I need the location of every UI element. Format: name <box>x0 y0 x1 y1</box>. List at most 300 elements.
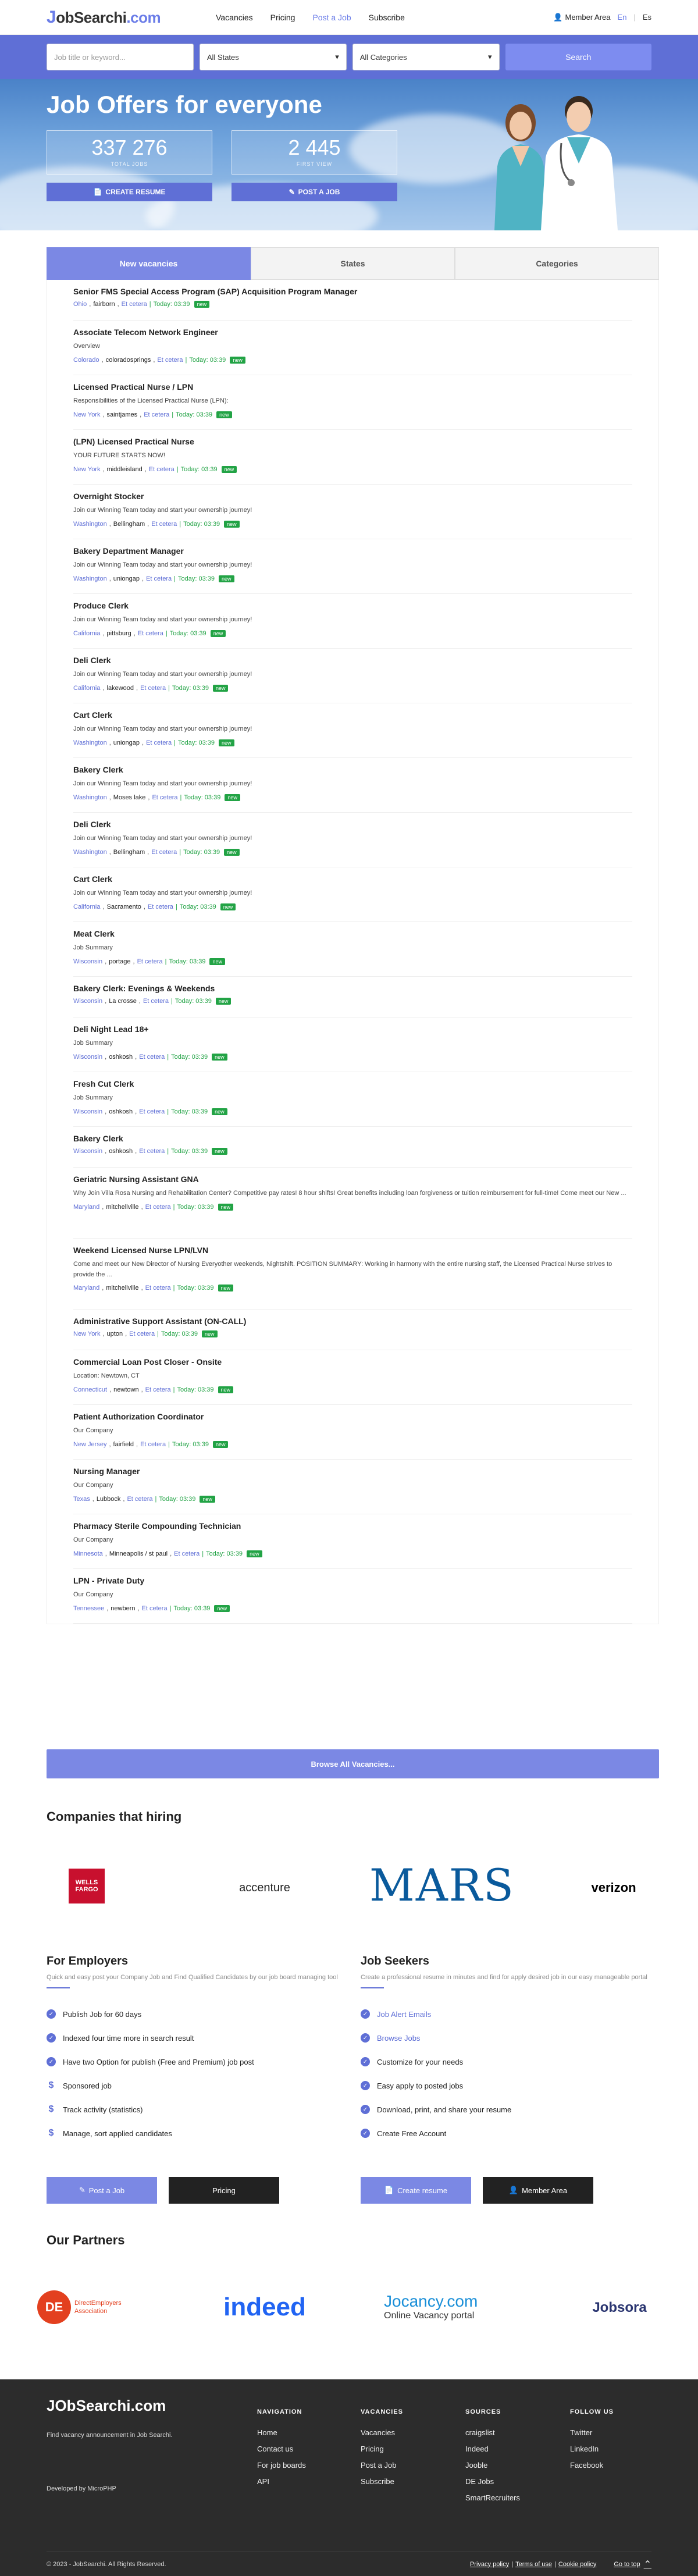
footer-link[interactable]: Twitter <box>570 2428 593 2437</box>
job-city-link[interactable]: oshkosh <box>109 1053 133 1061</box>
job-item <box>73 280 632 321</box>
job-city-link[interactable]: oshkosh <box>109 1148 133 1155</box>
companies-title: Companies that hiring <box>47 1809 182 1824</box>
meta-separator: | <box>179 520 181 528</box>
footer-link[interactable]: LinkedIn <box>570 2445 599 2453</box>
job-posted-time: Today: 03:39 <box>153 301 190 308</box>
job-item <box>73 1310 632 1350</box>
seeker-feature-label: Browse Jobs <box>377 2033 421 2043</box>
meta-separator: | <box>155 1495 157 1503</box>
new-badge: new <box>220 903 236 910</box>
job-description: Location: Newtown, CT <box>73 1372 140 1379</box>
job-item <box>73 1239 632 1310</box>
member-area-link[interactable] <box>553 13 610 22</box>
job-city-link[interactable]: oshkosh <box>109 1108 133 1115</box>
meta-separator: | <box>149 301 151 308</box>
meta-separator: | <box>179 848 181 856</box>
directemployers-logo <box>37 2289 148 2325</box>
meta-separator: | <box>172 411 174 418</box>
browse-all-button[interactable]: Browse All Vacancies... <box>47 1749 659 1778</box>
categories-select[interactable] <box>352 44 500 70</box>
job-etcetera-link[interactable]: Et cetera <box>146 739 172 746</box>
job-city-link[interactable]: mitchellville <box>106 1203 139 1211</box>
check-icon: ✓ <box>361 2129 370 2138</box>
job-title-link[interactable]: Deli Clerk <box>73 820 111 829</box>
job-city-link[interactable]: portage <box>109 958 131 965</box>
dollar-icon: $ <box>48 2104 54 2114</box>
nav-subscribe[interactable]: Subscribe <box>368 12 405 22</box>
job-etcetera-link[interactable]: Et cetera <box>144 411 170 418</box>
new-badge: new <box>216 998 232 1005</box>
new-badge: new <box>212 1054 227 1061</box>
job-meta: California , Sacramento , Et cetera | Today: 03:39 new <box>73 903 632 910</box>
job-state-link[interactable]: New York <box>73 411 101 418</box>
job-title-link[interactable]: Produce Clerk <box>73 601 129 610</box>
job-item <box>73 1569 632 1624</box>
job-title-link[interactable]: Commercial Loan Post Closer - Onsite <box>73 1357 222 1367</box>
footer-link[interactable]: Vacancies <box>361 2428 396 2437</box>
job-state-link[interactable]: New York <box>73 465 101 473</box>
go-to-top-link[interactable] <box>614 2559 651 2570</box>
job-etcetera-link[interactable]: Et cetera <box>139 1148 165 1155</box>
job-state-link[interactable]: Texas <box>73 1495 90 1503</box>
job-description: Join our Winning Team today and start your ownership journey! <box>73 507 252 514</box>
job-city-link[interactable]: fairfield <box>113 1440 134 1448</box>
footer-link[interactable]: Jooble <box>465 2461 488 2470</box>
footer-link[interactable]: API <box>257 2477 269 2486</box>
job-posted-time: Today: 03:39 <box>174 998 212 1005</box>
footer-link[interactable]: Home <box>257 2428 277 2437</box>
site-footer <box>0 2379 698 2576</box>
employer-feature-label: Track activity (statistics) <box>63 2105 143 2114</box>
nav-pricing[interactable]: Pricing <box>270 12 295 22</box>
job-etcetera-link[interactable]: Et cetera <box>141 1604 168 1612</box>
job-etcetera-link[interactable]: Et cetera <box>151 848 177 856</box>
job-state-link[interactable]: Ohio <box>73 301 87 308</box>
new-badge: new <box>214 1605 230 1612</box>
job-title-link[interactable]: Fresh Cut Clerk <box>73 1079 134 1088</box>
employer-pricing-button[interactable]: Pricing <box>169 2177 279 2204</box>
job-description: Job Summary <box>73 944 113 951</box>
job-title-link[interactable]: Cart Clerk <box>73 874 112 884</box>
job-city-link[interactable]: middleisland <box>106 465 143 473</box>
check-icon: ✓ <box>361 2033 370 2043</box>
meta-separator: | <box>165 958 167 965</box>
job-title-link[interactable]: Bakery Clerk: Evenings & Weekends <box>73 984 215 993</box>
create-resume-cta-button[interactable] <box>361 2177 471 2204</box>
job-description: Come and meet our New Director of Nursing Everyother weekends, Nightshift. POSITION SUMMARY: Working in harmony with the entire nursing staff, the Licensed Practical Nurse strives to provide the ... <box>73 1261 612 1278</box>
job-state-link[interactable]: Wisconsin <box>73 1148 103 1155</box>
job-state-link[interactable]: Wisconsin <box>73 1108 103 1115</box>
create-resume-button[interactable] <box>47 183 212 201</box>
job-state-link[interactable]: Washington <box>73 794 107 801</box>
keyword-input[interactable]: Job title or keyword... <box>47 44 194 70</box>
logo-j: J <box>47 7 56 27</box>
job-title-link[interactable]: (LPN) Licensed Practical Nurse <box>73 437 194 446</box>
footer-col-vacancies <box>361 2408 403 2493</box>
job-posted-time: Today: 03:39 <box>171 1053 208 1061</box>
job-state-link[interactable]: Maryland <box>73 1203 100 1211</box>
mars-logo: MARS <box>369 1859 515 1911</box>
job-etcetera-link[interactable]: Et cetera <box>152 794 178 801</box>
job-etcetera-link[interactable]: Et cetera <box>145 1203 171 1211</box>
seeker-feature <box>361 2098 657 2122</box>
jocancy-logo <box>384 2290 500 2323</box>
meta-separator: | <box>168 684 170 692</box>
job-description: Our Company <box>73 1482 113 1489</box>
job-item <box>73 1514 632 1569</box>
employer-feature-label: Have two Option for publish (Free and Premium) job post <box>63 2057 254 2066</box>
job-item <box>73 1460 632 1514</box>
accenture-logo: accenture <box>239 1881 290 1894</box>
job-title-link[interactable]: Administrative Support Assistant (ON-CALL) <box>73 1317 247 1326</box>
job-item <box>73 649 632 703</box>
job-description: Overview <box>73 343 100 350</box>
job-title-link[interactable]: Patient Authorization Coordinator <box>73 1412 204 1421</box>
job-city-link[interactable]: uniongap <box>113 575 140 582</box>
meta-separator: | <box>167 1053 169 1061</box>
job-posted-time: Today: 03:39 <box>176 411 213 418</box>
seeker-feature-label: Customize for your needs <box>377 2057 464 2066</box>
job-posted-time: Today: 03:39 <box>184 794 221 801</box>
hero-title: Job Offers for everyone <box>47 91 322 118</box>
job-title-link[interactable]: Bakery Department Manager <box>73 546 184 556</box>
job-etcetera-link[interactable]: Et cetera <box>157 356 183 364</box>
job-state-link[interactable]: Wisconsin <box>73 998 103 1005</box>
job-city-link[interactable]: saintjames <box>106 411 138 418</box>
job-title-link[interactable]: Licensed Practical Nurse / LPN <box>73 382 194 392</box>
footer-link[interactable]: SmartRecruiters <box>465 2493 520 2502</box>
job-meta: Washington , Bellingham , Et cetera | Today: 03:39 new <box>73 849 632 856</box>
seeker-feature <box>361 2050 657 2074</box>
job-etcetera-link[interactable]: Et cetera <box>143 998 169 1005</box>
job-posted-time: Today: 03:39 <box>159 1495 196 1503</box>
divider <box>361 1987 384 1988</box>
job-posted-time: Today: 03:39 <box>169 958 206 965</box>
meta-separator: | <box>175 903 177 910</box>
first-view-stat <box>232 130 397 175</box>
footer-link[interactable]: Subscribe <box>361 2477 394 2486</box>
logo-text: obSearchi <box>56 8 127 26</box>
job-etcetera-link[interactable]: Et cetera <box>147 903 173 910</box>
footer-col-navigation <box>257 2408 306 2493</box>
new-badge: new <box>216 411 232 418</box>
meta-separator: | <box>180 794 182 801</box>
job-description: Join our Winning Team today and start your ownership journey! <box>73 835 252 842</box>
job-item <box>73 758 632 813</box>
job-city-link[interactable]: upton <box>106 1330 123 1337</box>
job-description: Join our Winning Team today and start your ownership journey! <box>73 780 252 787</box>
new-badge: new <box>211 630 226 637</box>
job-city-link[interactable]: pittsburg <box>106 629 131 637</box>
job-item <box>73 1168 632 1239</box>
tab-new-vacancies[interactable]: New vacancies <box>47 247 251 280</box>
footer-link-separator: | <box>511 2560 514 2568</box>
tab-states[interactable]: States <box>251 247 455 280</box>
footer-link[interactable]: Pricing <box>361 2445 384 2453</box>
job-etcetera-link[interactable]: Et cetera <box>139 1108 165 1115</box>
job-city-link[interactable]: Bellingham <box>113 848 145 856</box>
job-city-link[interactable]: mitchellville <box>106 1285 139 1292</box>
job-title-link[interactable]: Deli Night Lead 18+ <box>73 1024 149 1034</box>
employer-feature <box>47 2026 343 2050</box>
job-meta: California , lakewood , Et cetera | Today: 03:39 new <box>73 685 632 692</box>
job-title-link[interactable]: Pharmacy Sterile Compounding Technician <box>73 1521 241 1531</box>
job-item <box>73 539 632 594</box>
search-button[interactable]: Search <box>505 44 651 70</box>
job-state-link[interactable]: New Jersey <box>73 1440 107 1448</box>
document-icon: 📄 <box>93 188 102 196</box>
job-posted-time: Today: 03:39 <box>179 903 216 910</box>
job-title-link[interactable]: LPN - Private Duty <box>73 1576 145 1585</box>
job-state-link[interactable]: Washington <box>73 848 107 856</box>
job-item <box>73 375 632 430</box>
job-state-link[interactable]: New York <box>73 1330 101 1337</box>
job-state-link[interactable]: Connecticut <box>73 1386 108 1393</box>
first-view-label: FIRST VIEW <box>296 161 333 167</box>
job-state-link[interactable]: California <box>73 629 101 637</box>
wells-fargo-logo-line1: WELLS <box>75 1879 98 1886</box>
job-title-link[interactable]: Nursing Manager <box>73 1467 140 1476</box>
footer-link[interactable]: Facebook <box>570 2461 604 2470</box>
new-badge: new <box>225 794 240 801</box>
new-badge: new <box>219 575 234 582</box>
check-icon: ✓ <box>361 2057 370 2066</box>
job-city-link[interactable]: newbern <box>111 1604 136 1612</box>
job-state-link[interactable]: Wisconsin <box>73 1053 103 1061</box>
employer-feature <box>47 2050 343 2074</box>
employers-section <box>47 1955 343 2146</box>
job-description: Job Summary <box>73 1094 113 1101</box>
footer-col-sources <box>465 2408 520 2510</box>
create-resume-label: CREATE RESUME <box>105 188 166 196</box>
employer-feature <box>47 2074 343 2098</box>
footer-link[interactable]: Indeed <box>465 2445 489 2453</box>
wells-fargo-logo-line2: FARGO <box>75 1886 98 1893</box>
job-state-link[interactable]: Minnesota <box>73 1550 103 1557</box>
job-etcetera-link[interactable]: Et cetera <box>140 684 166 692</box>
job-posted-time: Today: 03:39 <box>177 575 215 582</box>
job-state-link[interactable]: Colorado <box>73 356 99 364</box>
footer-link[interactable]: For job boards <box>257 2461 306 2470</box>
vacancy-tabs <box>47 247 659 280</box>
footer-link[interactable]: Contact us <box>257 2445 294 2453</box>
seeker-feature-link[interactable] <box>361 2026 657 2050</box>
job-etcetera-link[interactable]: Et cetera <box>121 301 147 308</box>
meta-separator: | <box>157 1330 159 1337</box>
meta-separator: | <box>173 1285 175 1292</box>
job-etcetera-link[interactable]: Et cetera <box>146 575 172 582</box>
job-city-link[interactable]: Moses lake <box>113 794 146 801</box>
chevron-down-icon: ▾ <box>488 52 492 61</box>
tab-categories[interactable]: Categories <box>455 247 659 280</box>
seekers-subtitle: Create a professional resume in minutes and find for apply desired job in our easy manageable portal <box>361 1974 647 1981</box>
new-badge: new <box>213 1441 229 1448</box>
new-badge: new <box>218 1204 234 1211</box>
footer-bottom-bar <box>47 2552 651 2576</box>
job-title-link[interactable]: Associate Telecom Network Engineer <box>73 328 218 337</box>
job-description: YOUR FUTURE STARTS NOW! <box>73 452 165 459</box>
job-etcetera-link[interactable]: Et cetera <box>145 1285 171 1292</box>
job-title-link[interactable]: Meat Clerk <box>73 929 115 938</box>
lang-es[interactable]: Es <box>642 13 651 22</box>
job-title-link[interactable]: Cart Clerk <box>73 710 112 720</box>
job-meta: Minnesota , Minneapolis / st paul , Et cetera | Today: 03:39 new <box>73 1550 632 1557</box>
new-badge: new <box>202 1330 218 1337</box>
check-icon: ✓ <box>361 2105 370 2114</box>
nav-post-job[interactable]: Post a Job <box>312 12 351 22</box>
job-etcetera-link[interactable]: Et cetera <box>129 1330 155 1337</box>
job-state-link[interactable]: California <box>73 684 101 692</box>
meta-separator: | <box>174 575 176 582</box>
job-etcetera-link[interactable]: Et cetera <box>127 1495 153 1503</box>
job-state-link[interactable]: California <box>73 903 101 910</box>
main-nav <box>216 13 405 22</box>
post-job-button[interactable] <box>232 183 397 201</box>
job-state-link[interactable]: Tennessee <box>73 1604 105 1612</box>
job-etcetera-link[interactable]: Et cetera <box>151 520 177 528</box>
job-city-link[interactable]: Lubbock <box>96 1495 121 1503</box>
total-jobs-label: TOTAL JOBS <box>111 161 148 167</box>
job-state-link[interactable]: Wisconsin <box>73 958 103 965</box>
job-state-link[interactable]: Washington <box>73 739 107 746</box>
privacy-policy-link[interactable]: Privacy policy <box>469 2560 510 2568</box>
job-meta: Ohio , fairborn , Et cetera | Today: 03:39 new <box>73 301 632 308</box>
meta-separator: | <box>170 998 173 1005</box>
nav-vacancies[interactable]: Vacancies <box>216 12 253 22</box>
job-etcetera-link[interactable]: Et cetera <box>137 958 163 965</box>
job-title-link[interactable]: Senior FMS Special Access Program (SAP) Acquisition Program Manager <box>73 287 358 296</box>
new-badge: new <box>247 1550 262 1557</box>
edit-icon: ✎ <box>289 188 295 196</box>
seeker-feature <box>361 2074 657 2098</box>
seekers-title: Job Seekers <box>361 1955 429 1967</box>
employer-feature <box>47 2122 343 2146</box>
job-city-link[interactable]: Bellingham <box>113 520 145 528</box>
job-meta: Maryland , mitchellville , Et cetera | Today: 03:39 new <box>73 1204 632 1211</box>
job-list <box>47 280 659 1624</box>
job-meta: New York , upton , Et cetera | Today: 03:39 new <box>73 1330 632 1337</box>
job-title-link[interactable]: Bakery Clerk <box>73 765 123 774</box>
job-state-link[interactable]: Washington <box>73 520 107 528</box>
member-area-label: Member Area <box>565 13 611 22</box>
site-logo[interactable] <box>47 8 161 27</box>
job-meta: Colorado , coloradosprings , Et cetera | Today: 03:39 new <box>73 357 632 364</box>
meta-separator: | <box>167 1148 169 1155</box>
go-to-top-label: Go to top <box>614 2560 640 2568</box>
job-etcetera-link[interactable]: Et cetera <box>174 1550 200 1557</box>
job-meta: New York , saintjames , Et cetera | Today: 03:39 new <box>73 411 632 418</box>
job-description: Job Summary <box>73 1040 113 1047</box>
seeker-feature-link[interactable] <box>361 2002 657 2026</box>
post-job-label: POST A JOB <box>298 188 340 196</box>
job-title-link[interactable]: Bakery Clerk <box>73 1134 123 1143</box>
check-icon: ✓ <box>47 2033 56 2043</box>
lang-en[interactable]: En <box>617 13 627 22</box>
states-select[interactable] <box>200 44 347 70</box>
cookie-policy-link[interactable]: Cookie policy <box>558 2560 597 2568</box>
job-city-link[interactable]: Minneapolis / st paul <box>109 1550 168 1557</box>
job-etcetera-link[interactable]: Et cetera <box>145 1386 171 1393</box>
footer-link[interactable]: DE Jobs <box>465 2477 494 2486</box>
check-icon: ✓ <box>361 2081 370 2090</box>
new-badge: new <box>200 1496 215 1503</box>
dollar-icon: $ <box>48 2128 54 2138</box>
job-city-link[interactable]: uniongap <box>113 739 140 746</box>
job-title-link[interactable]: Deli Clerk <box>73 656 111 665</box>
doctors-illustration <box>465 79 640 230</box>
job-posted-time: Today: 03:39 <box>177 1203 214 1211</box>
new-badge: new <box>212 1148 227 1155</box>
job-state-link[interactable]: Maryland <box>73 1285 100 1292</box>
job-city-link[interactable]: coloradosprings <box>105 356 151 364</box>
employer-feature <box>47 2002 343 2026</box>
job-title-link[interactable]: Geriatric Nursing Assistant GNA <box>73 1175 199 1184</box>
categories-select-value: All Categories <box>359 52 407 62</box>
job-posted-time: Today: 03:39 <box>177 1386 214 1393</box>
check-icon: ✓ <box>47 2057 56 2066</box>
employer-post-job-button[interactable] <box>47 2177 157 2204</box>
job-posted-time: Today: 03:39 <box>172 684 209 692</box>
terms-of-use-link[interactable]: Terms of use <box>515 2560 553 2568</box>
job-meta: Wisconsin , oshkosh , Et cetera | Today: 03:39 new <box>73 1054 632 1061</box>
job-item <box>73 321 632 375</box>
job-city-link[interactable]: newtown <box>113 1386 139 1393</box>
total-jobs-stat <box>47 130 212 175</box>
job-posted-time: Today: 03:39 <box>177 739 215 746</box>
job-description: Responsibilities of the Licensed Practical Nurse (LPN): <box>73 397 229 404</box>
job-item <box>73 1405 632 1460</box>
footer-link-separator: | <box>554 2560 556 2568</box>
document-icon: 📄 <box>384 2186 394 2194</box>
job-meta: Connecticut , newtown , Et cetera | Today: 03:39 new <box>73 1386 632 1393</box>
job-meta: Tennessee , newbern , Et cetera | Today: 03:39 new <box>73 1605 632 1612</box>
job-posted-time: Today: 03:39 <box>183 848 220 856</box>
job-etcetera-link[interactable]: Et cetera <box>140 1440 166 1448</box>
job-description: Join our Winning Team today and start your ownership journey! <box>73 889 252 896</box>
job-item <box>73 867 632 922</box>
job-etcetera-link[interactable]: Et cetera <box>148 465 174 473</box>
job-item <box>73 1072 632 1127</box>
seeker-feature-label: Easy apply to posted jobs <box>377 2081 464 2090</box>
job-title-link[interactable]: Overnight Stocker <box>73 492 144 501</box>
job-etcetera-link[interactable]: Et cetera <box>137 629 163 637</box>
footer-logo[interactable]: JObSearchi.com <box>47 2397 166 2414</box>
job-posted-time: Today: 03:39 <box>169 629 206 637</box>
user-icon: 👤 <box>553 12 563 22</box>
job-city-link[interactable]: Sacramento <box>106 903 141 910</box>
new-badge: new <box>213 685 229 692</box>
job-city-link[interactable]: lakewood <box>106 684 134 692</box>
job-city-link[interactable]: La crosse <box>109 998 137 1005</box>
job-item <box>73 977 632 1017</box>
meta-separator: | <box>174 739 176 746</box>
job-title-link[interactable]: Weekend Licensed Nurse LPN/LVN <box>73 1246 209 1255</box>
job-item <box>73 813 632 867</box>
job-etcetera-link[interactable]: Et cetera <box>139 1053 165 1061</box>
footer-link[interactable]: Post a Job <box>361 2461 397 2470</box>
seeker-feature-label: Create Free Account <box>377 2129 447 2138</box>
new-badge: new <box>212 1108 227 1115</box>
footer-link[interactable]: craigslist <box>465 2428 495 2437</box>
job-city-link[interactable]: fairborn <box>93 301 115 308</box>
job-item <box>73 922 632 977</box>
new-badge: new <box>219 739 234 746</box>
job-state-link[interactable]: Washington <box>73 575 107 582</box>
job-meta: California , pittsburg , Et cetera | Today: 03:39 new <box>73 630 632 637</box>
check-icon: ✓ <box>47 2009 56 2019</box>
member-area-button[interactable] <box>483 2177 593 2204</box>
